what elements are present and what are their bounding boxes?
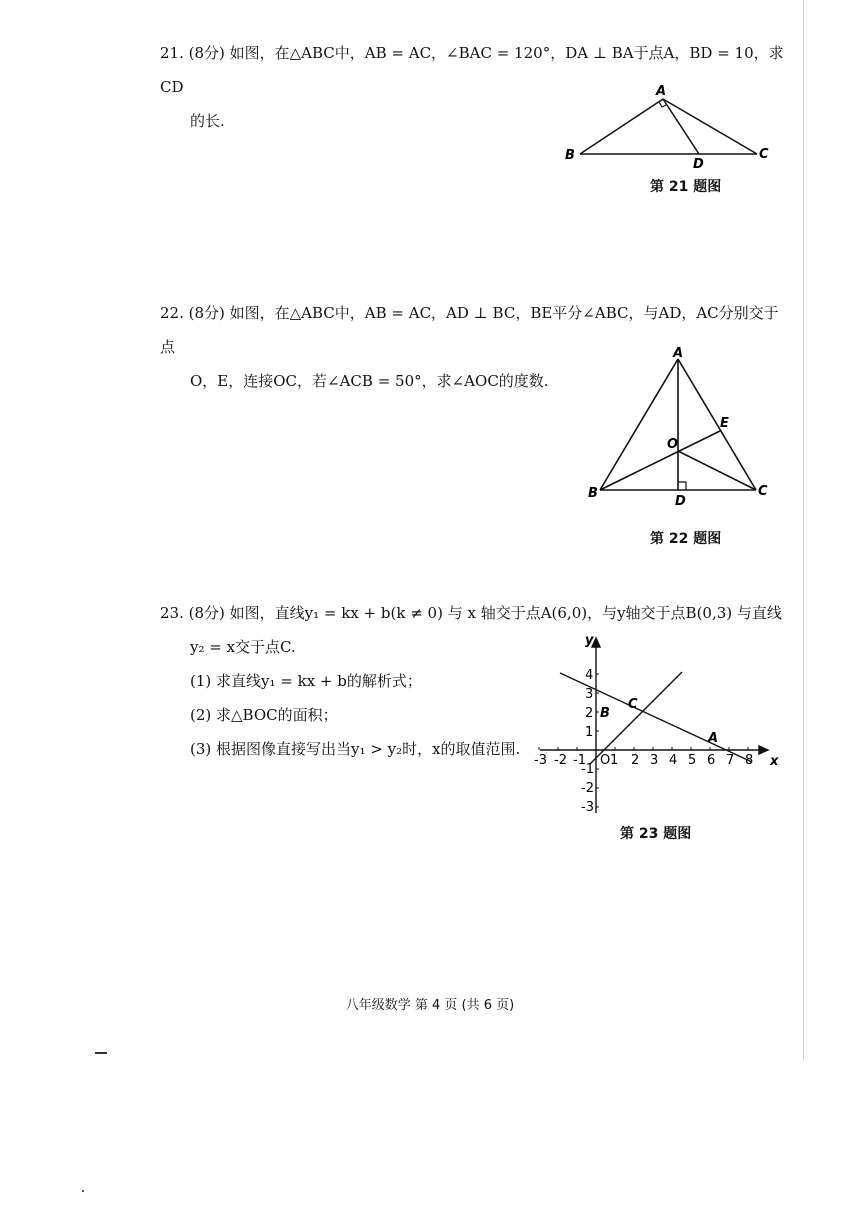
- margin-dot-mark: [82, 1190, 84, 1192]
- q22-text-line1: 22. (8分) 如图，在△ABC中，AB = AC，AD ⊥ BC，BE平分∠ABC，与AD，AC分别交于点: [160, 304, 779, 356]
- q23-axis-x-label: x: [770, 754, 779, 769]
- q21-label-a: A: [656, 84, 667, 99]
- q23-x-tick: 8: [745, 753, 754, 768]
- q23-x-tick: 2: [631, 753, 640, 768]
- q21-text-line2: 的长.: [190, 112, 225, 130]
- q23-y-tick: 1: [585, 725, 594, 740]
- q22-label-a: A: [673, 346, 684, 361]
- q23-axis-y-label: y: [585, 633, 594, 648]
- q22-caption: 第 22 题图: [650, 531, 722, 547]
- q23-x-tick: 5: [688, 753, 697, 768]
- q22-text-line2: O，E，连接OC，若∠ACB = 50°，求∠AOC的度数.: [190, 372, 549, 390]
- q23-part2: (2) 求△BOC的面积；: [190, 706, 338, 724]
- q23-x-tick: 3: [650, 753, 659, 768]
- q21-label-d: D: [693, 157, 704, 172]
- q23-caption: 第 23 题图: [620, 826, 692, 842]
- q22-right-angle-mark: [678, 482, 686, 490]
- q21-label-c: C: [759, 147, 769, 162]
- q23-y-tick: 3: [585, 687, 594, 702]
- q22-figure: [580, 345, 780, 510]
- margin-dash-mark: [95, 1052, 107, 1054]
- q22-label-b: B: [588, 486, 598, 501]
- q23-origin-label: O: [600, 753, 611, 768]
- q23-x-tick: -3: [534, 753, 547, 768]
- q21-text-line1: 21. (8分) 如图，在△ABC中，AB = AC，∠BAC = 120°，DA ⊥ BA于点A，BD = 10，求CD: [160, 44, 784, 96]
- page-footer: 八年级数学 第 4 页 (共 6 页): [345, 998, 515, 1013]
- q23-part3: (3) 根据图像直接写出当y₁ > y₂时，x的取值范围.: [190, 740, 521, 758]
- q21-figure: [560, 82, 780, 172]
- q23-y-tick: 2: [585, 706, 594, 721]
- q22-label-o: O: [667, 437, 679, 452]
- q23-part1: (1) 求直线y₁ = kx + b的解析式；: [190, 672, 422, 690]
- q23-y-tick: -2: [581, 781, 594, 796]
- q23-text-line1: 23. (8分) 如图，直线y₁ = kx + b(k ≠ 0) 与 x 轴交于点A(6,0)，与y轴交于点B(0,3) 与直线: [160, 604, 782, 622]
- q23-x-tick: 4: [669, 753, 678, 768]
- q23-coordinate-figure: [530, 628, 780, 818]
- q23-y-tick: -1: [581, 762, 594, 777]
- q21-caption: 第 21 题图: [650, 179, 722, 195]
- q22-label-d: D: [675, 494, 686, 509]
- q23-x-tick: 7: [726, 753, 735, 768]
- q21-label-b: B: [565, 148, 575, 163]
- q23-x-axis-arrow: [759, 746, 768, 754]
- q23-y-tick: 4: [585, 668, 594, 683]
- q23-x-tick: -1: [573, 753, 586, 768]
- q21-segment-ac: [663, 99, 757, 154]
- q22-label-c: C: [758, 484, 768, 499]
- q21-segment-ab: [580, 99, 663, 154]
- q23-x-tick: -2: [554, 753, 567, 768]
- q21-segment-ad: [663, 99, 699, 154]
- q23-label-a: A: [708, 731, 719, 746]
- q23-x-tick: 6: [707, 753, 716, 768]
- q23-label-c: C: [628, 697, 638, 712]
- q23-text-line2: y₂ = x交于点C.: [190, 638, 296, 656]
- q23-y-tick: -3: [581, 800, 594, 815]
- q22-label-e: E: [720, 416, 729, 431]
- q23-x-tick: 1: [610, 753, 619, 768]
- scan-edge-line: [803, 0, 804, 1060]
- q23-label-b: B: [600, 706, 610, 721]
